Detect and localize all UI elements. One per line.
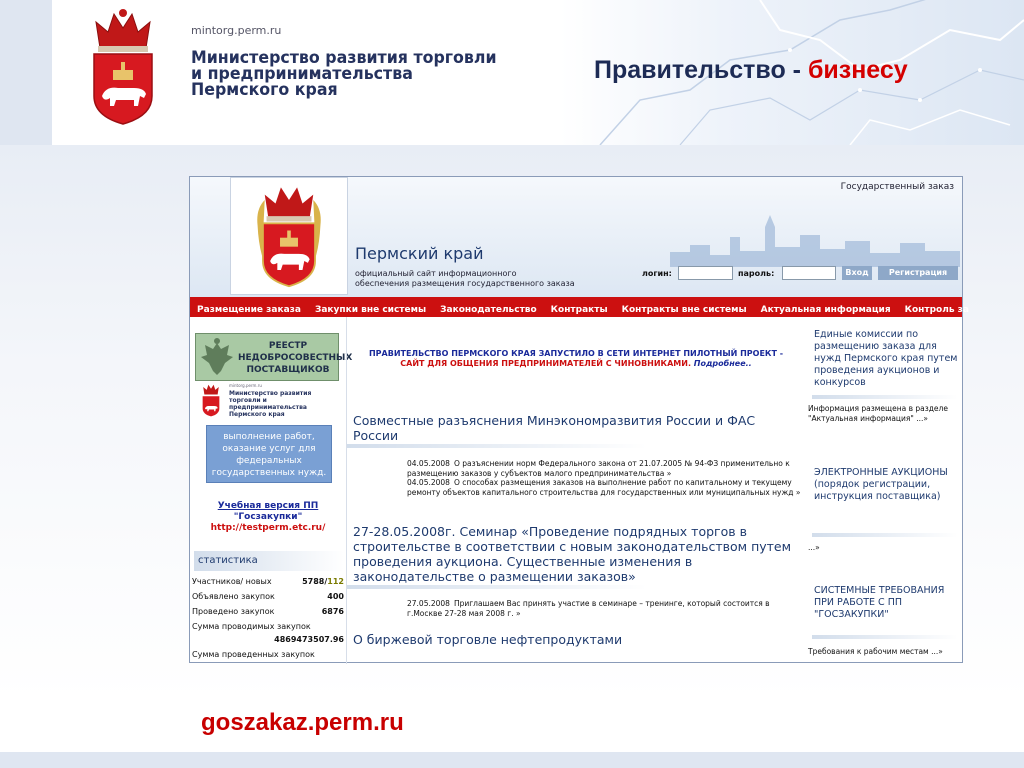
nav-item-control[interactable]: Контроль за xyxy=(904,305,969,315)
site-logo xyxy=(230,177,348,295)
footer-strip xyxy=(0,752,1024,768)
stats-title: статистика xyxy=(194,551,344,571)
stat-participants-total: 5788/ xyxy=(302,577,328,586)
site-right-column xyxy=(804,317,962,664)
site-name: Пермский край xyxy=(355,244,484,263)
password-label: пароль: xyxy=(738,269,775,278)
double-eagle-icon xyxy=(199,337,235,377)
news-1-item-1-date: 04.05.2008 xyxy=(407,459,450,468)
ministry-line-3: Пермского края xyxy=(191,80,338,100)
mini-domain: mintorg.perm.ru xyxy=(229,383,262,388)
site-header xyxy=(190,177,962,297)
nav-item-placement[interactable]: Размещение заказа xyxy=(197,305,301,315)
slogan xyxy=(594,56,908,85)
stat-sum-ongoing xyxy=(192,622,344,631)
stat-participants-label: Участников/ новых xyxy=(192,577,272,586)
header-left-bar xyxy=(0,0,52,145)
header-domain: mintorg.perm.ru xyxy=(191,24,282,37)
stat-conducted-value: 6876 xyxy=(321,607,344,616)
coat-of-arms-small-icon xyxy=(197,383,225,417)
coat-of-arms-icon xyxy=(249,182,329,288)
nav-item-contracts[interactable]: Контракты xyxy=(550,305,608,315)
slogan-main: Правительство - xyxy=(594,56,802,84)
news-1-item-2-date: 04.05.2008 xyxy=(407,478,450,487)
news-2-item-1[interactable] xyxy=(407,599,803,618)
right-block-3-title[interactable]: СИСТЕМНЫЕ ТРЕБОВАНИЯ ПРИ РАБОТЕ С ПП "ГОСЗАКУПКИ" xyxy=(814,585,945,620)
right-block-3-text[interactable]: Требования к рабочим местам ...» xyxy=(808,647,943,656)
reestr-line-3: ПОСТАВЩИКОВ xyxy=(246,365,330,375)
reestr-banner[interactable] xyxy=(195,333,353,381)
site-center-column xyxy=(346,317,804,664)
stat-announced xyxy=(192,592,344,601)
site-left-column xyxy=(190,317,353,664)
nav-item-outside-purchases[interactable]: Закупки вне системы xyxy=(314,305,427,315)
news-3-title[interactable]: О биржевой торговле нефтепродуктами xyxy=(353,632,623,647)
right-block-1-text[interactable]: Информация размещена в разделе "Актуальная информация" ...» xyxy=(808,404,948,423)
ministry-line-2: и предпринимательства xyxy=(191,64,413,84)
ministry-title xyxy=(191,50,497,98)
right-block-1-underline xyxy=(812,395,958,399)
announcement-more-link[interactable]: Подробнее.. xyxy=(693,359,752,368)
news-2-underline xyxy=(347,585,647,589)
login-label: логин: xyxy=(642,269,672,278)
password-input[interactable] xyxy=(782,266,836,280)
stat-conducted-label: Проведено закупок xyxy=(192,607,275,616)
training-title[interactable]: Учебная версия ПП xyxy=(217,501,319,511)
slogan-accent: бизнесу xyxy=(807,56,908,84)
ministry-line-1: Министерство развития торговли xyxy=(191,48,497,68)
announcement[interactable] xyxy=(347,349,805,369)
reestr-text xyxy=(238,340,353,376)
site-subtitle xyxy=(355,269,605,289)
federal-needs-banner[interactable]: выполнение работ, оказание услуг для федеральных государственных нужд. xyxy=(206,425,332,483)
nav-item-legislation[interactable]: Законодательство xyxy=(440,305,537,315)
stat-announced-value: 400 xyxy=(327,592,344,601)
stat-participants-value xyxy=(302,577,344,586)
news-1-item-2-text: О способах размещения заказов на выполнение работ по капитальному и текущему ремонту объектов капитального строительства для государственных или муниципальных нужд » xyxy=(407,478,801,497)
login-input[interactable] xyxy=(678,266,733,280)
city-skyline-icon xyxy=(670,207,960,267)
news-1-item-2[interactable] xyxy=(407,478,803,497)
stat-sum-ongoing-value: 4869473507.96 xyxy=(274,635,344,644)
ministry-banner[interactable] xyxy=(195,383,339,417)
news-1-title[interactable]: Совместные разъяснения Минэкономразвития России и ФАС России xyxy=(353,413,756,443)
stat-participants-new: 112 xyxy=(327,577,344,586)
mini-ministry-text: Министерство развития торговли и предпринимательства Пермского края xyxy=(229,390,312,418)
news-1-item-1[interactable] xyxy=(407,459,803,478)
news-1-underline xyxy=(347,444,647,448)
stat-participants xyxy=(192,577,344,586)
nav-item-actual-info[interactable]: Актуальная информация xyxy=(760,305,891,315)
reestr-line-2: НЕДОБРОСОВЕСТНЫХ xyxy=(238,353,353,363)
right-block-2-more[interactable]: ...» xyxy=(808,543,820,552)
right-block-3-underline xyxy=(812,635,958,639)
site-nav-bar xyxy=(190,297,969,317)
stat-announced-label: Объявлено закупок xyxy=(192,592,275,601)
register-button[interactable]: Регистрация xyxy=(878,266,958,280)
nav-item-outside-contracts[interactable]: Контракты вне системы xyxy=(621,305,747,315)
stat-sum-ongoing-label: Сумма проводимых закупок xyxy=(192,622,311,631)
news-2-item-1-text: Приглашаем Вас принять участие в семинаре – тренинге, который состоится в г.Москве 27-28 мая 2008 г. » xyxy=(407,599,770,618)
right-block-1-title[interactable]: Единые комиссии по размещению заказа для нужд Пермского края путем проведения аукционов и конкурсов xyxy=(814,329,958,388)
right-block-2-title[interactable]: ЭЛЕКТРОННЫЕ АУКЦИОНЫ (порядок регистрации, инструкция поставщика) xyxy=(814,467,948,502)
right-block-2-underline xyxy=(812,533,958,537)
training-name[interactable]: "Госзакупки" xyxy=(233,512,303,522)
site-subtitle-line-2: обеспечения размещения государственного заказа xyxy=(355,279,575,288)
website-screenshot xyxy=(189,176,969,663)
training-version-block xyxy=(190,501,346,534)
perm-coat-of-arms-icon xyxy=(86,8,160,126)
reestr-line-1: РЕЕСТР xyxy=(268,341,308,351)
login-button[interactable]: Вход xyxy=(842,266,872,280)
gos-zakaz-link[interactable]: Государственный заказ xyxy=(840,182,954,192)
stat-sum-done-label: Сумма проведенных закупок xyxy=(192,650,315,659)
footer-url[interactable]: goszakaz.perm.ru xyxy=(201,709,404,736)
news-2-item-1-date: 27.05.2008 xyxy=(407,599,450,608)
news-2-title[interactable]: 27-28.05.2008г. Семинар «Проведение подрядных торгов в строительстве в соответствии с новым законодательством путем проведения аукциона. Существенные изменения в законодательстве о размещении заказов» xyxy=(353,524,792,584)
announcement-line-2: САЙТ ДЛЯ ОБЩЕНИЯ ПРЕДПРИНИМАТЕЛЕЙ С ЧИНОВНИКАМИ. xyxy=(400,359,691,368)
announcement-line-1: ПРАВИТЕЛЬСТВО ПЕРМСКОГО КРАЯ ЗАПУСТИЛО В СЕТИ ИНТЕРНЕТ ПИЛОТНЫЙ ПРОЕКТ - xyxy=(368,349,784,358)
slide-header xyxy=(0,0,1024,145)
stat-conducted xyxy=(192,607,344,616)
site-subtitle-line-1: официальный сайт информационного xyxy=(355,269,517,278)
training-url[interactable]: http://testperm.etc.ru/ xyxy=(210,523,326,533)
stat-sum-done xyxy=(192,650,344,659)
news-1-item-1-text: О разъяснении норм Федерального закона от 21.07.2005 № 94-ФЗ применительно к размещению заказов у субъектов малого предпринимательства » xyxy=(407,459,790,478)
